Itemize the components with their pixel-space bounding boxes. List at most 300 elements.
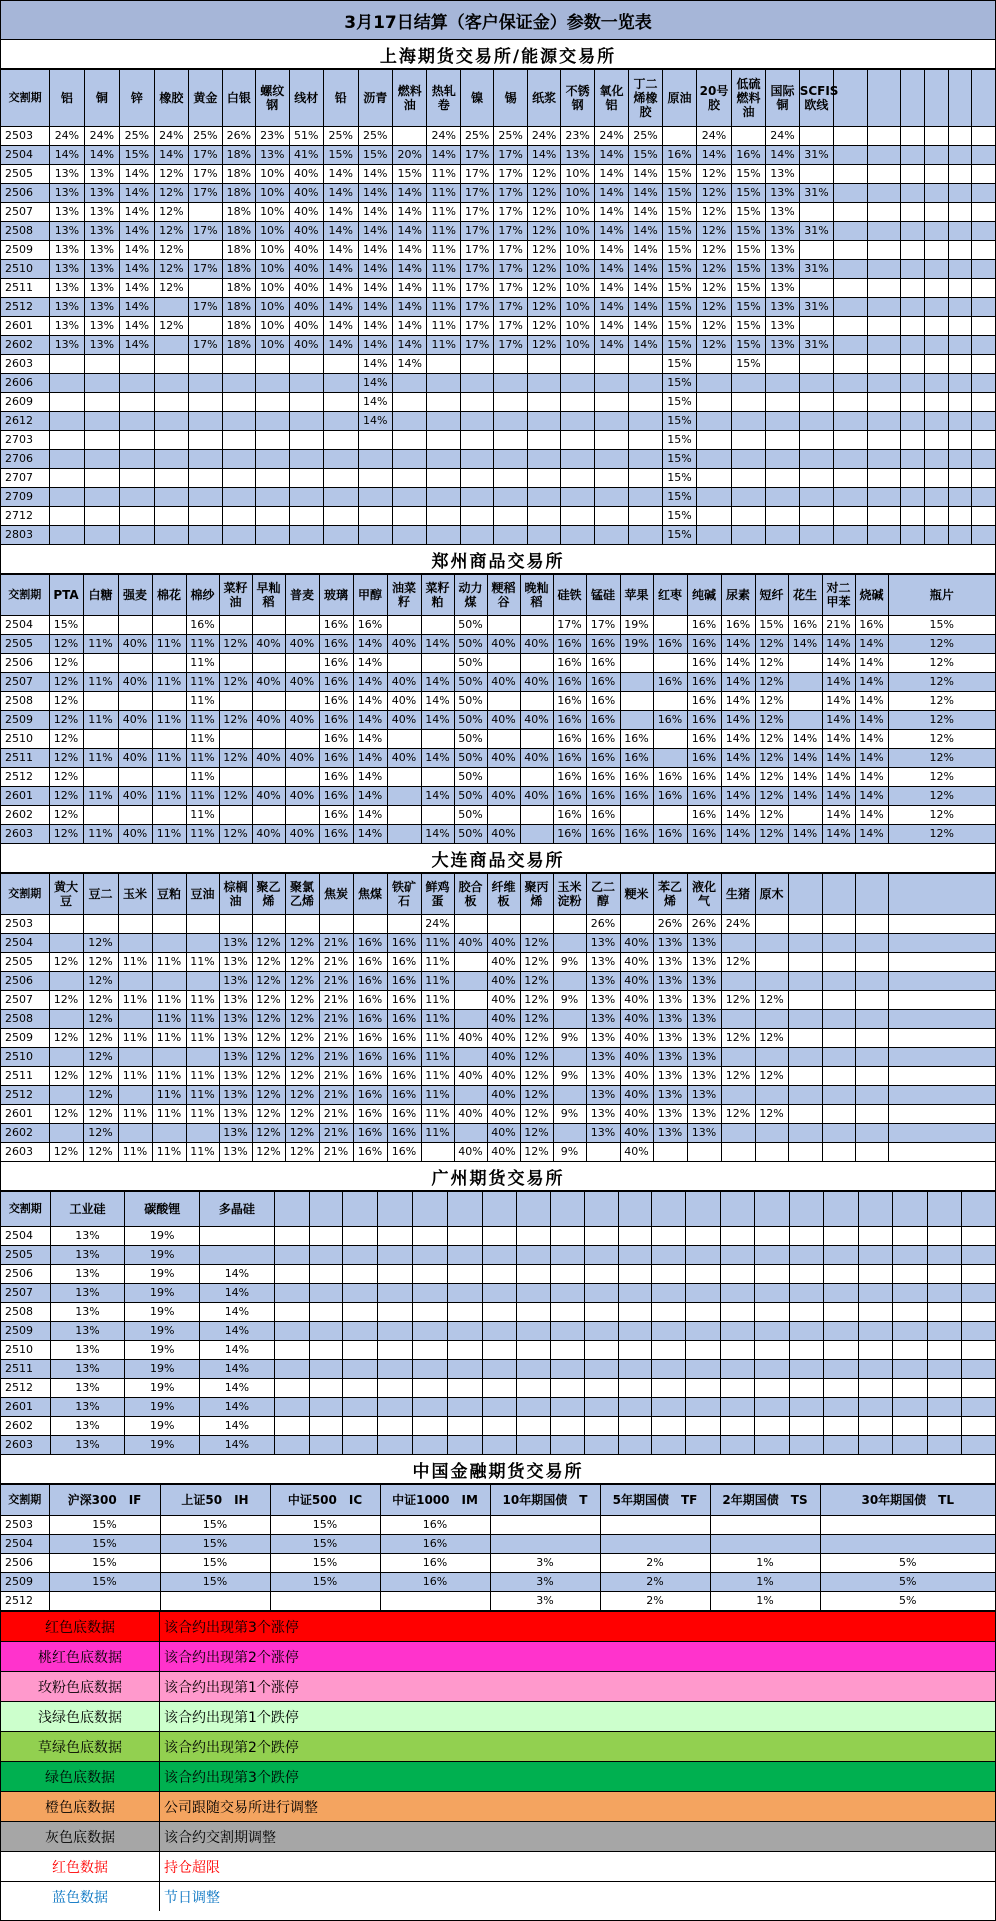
margin-rate-cell bbox=[788, 1124, 822, 1143]
margin-rate-cell bbox=[731, 412, 765, 431]
margin-rate-cell bbox=[766, 393, 799, 412]
margin-rate-cell bbox=[686, 1246, 721, 1265]
table-row bbox=[1, 1029, 995, 1048]
margin-rate-cell bbox=[50, 431, 84, 450]
margin-rate-cell bbox=[270, 1592, 380, 1611]
margin-rate-cell bbox=[652, 1322, 686, 1341]
margin-rate-cell bbox=[490, 1535, 600, 1554]
margin-rate-cell: 40% bbox=[487, 1067, 520, 1086]
delivery-month-cell: 2603 bbox=[1, 825, 49, 844]
margin-rate-cell bbox=[653, 692, 687, 711]
margin-rate-cell: 25% bbox=[460, 127, 493, 146]
margin-rate-cell bbox=[888, 1067, 995, 1086]
margin-rate-cell: 14% bbox=[358, 184, 392, 203]
margin-rate-cell bbox=[482, 1284, 517, 1303]
margin-rate-cell: 16% bbox=[586, 673, 620, 692]
margin-rate-cell: 12% bbox=[252, 1029, 285, 1048]
margin-rate-cell: 40% bbox=[289, 184, 323, 203]
margin-rate-cell: 16% bbox=[687, 692, 721, 711]
margin-rate-cell: 17% bbox=[460, 317, 493, 336]
margin-rate-cell: 13% bbox=[50, 1303, 125, 1322]
margin-rate-cell: 24% bbox=[427, 127, 460, 146]
column-header: 菜籽油 bbox=[219, 575, 252, 616]
delivery-month-cell: 2510 bbox=[1, 260, 50, 279]
delivery-month-cell: 2602 bbox=[1, 1417, 50, 1436]
margin-rate-cell bbox=[584, 1246, 618, 1265]
margin-rate-cell: 14% bbox=[120, 260, 154, 279]
margin-rate-cell bbox=[901, 165, 925, 184]
margin-rate-cell: 17% bbox=[460, 165, 493, 184]
margin-rate-cell: 51% bbox=[289, 127, 323, 146]
margin-rate-cell: 13% bbox=[219, 1067, 252, 1086]
margin-rate-cell bbox=[252, 616, 285, 635]
margin-rate-cell bbox=[309, 1322, 343, 1341]
margin-rate-cell: 16% bbox=[319, 806, 353, 825]
margin-rate-cell bbox=[222, 412, 255, 431]
margin-rate-cell bbox=[961, 1322, 995, 1341]
margin-rate-cell bbox=[517, 1227, 551, 1246]
margin-rate-cell: 40% bbox=[520, 711, 553, 730]
delivery-month-cell: 2602 bbox=[1, 1124, 49, 1143]
margin-rate-cell bbox=[387, 915, 421, 934]
margin-rate-cell: 14% bbox=[358, 298, 392, 317]
margin-rate-cell bbox=[551, 1341, 585, 1360]
margin-rate-cell: 19% bbox=[125, 1246, 200, 1265]
column-header bbox=[618, 1192, 652, 1227]
margin-rate-cell: 40% bbox=[285, 787, 319, 806]
margin-rate-cell: 12% bbox=[721, 991, 755, 1010]
margin-rate-cell: 19% bbox=[620, 635, 653, 654]
margin-rate-cell: 12% bbox=[888, 825, 995, 844]
margin-rate-cell bbox=[392, 450, 426, 469]
margin-rate-cell bbox=[285, 915, 319, 934]
margin-rate-cell bbox=[799, 393, 833, 412]
margin-rate-cell bbox=[454, 1086, 487, 1105]
margin-rate-cell bbox=[256, 412, 289, 431]
margin-rate-cell: 11% bbox=[152, 635, 186, 654]
margin-rate-cell bbox=[186, 1124, 219, 1143]
margin-rate-cell: 11% bbox=[186, 673, 219, 692]
margin-rate-cell bbox=[427, 507, 460, 526]
margin-rate-cell: 24% bbox=[84, 127, 120, 146]
margin-rate-cell bbox=[412, 1379, 447, 1398]
margin-rate-cell bbox=[527, 393, 560, 412]
margin-rate-cell bbox=[629, 469, 662, 488]
margin-rate-cell: 40% bbox=[620, 1124, 653, 1143]
margin-rate-cell: 14% bbox=[120, 222, 154, 241]
margin-rate-cell: 11% bbox=[186, 730, 219, 749]
margin-rate-cell bbox=[961, 1417, 995, 1436]
margin-rate-cell: 12% bbox=[219, 673, 252, 692]
margin-rate-cell: 10% bbox=[561, 317, 594, 336]
margin-rate-cell: 40% bbox=[387, 635, 421, 654]
margin-rate-cell: 23% bbox=[256, 127, 289, 146]
table-row bbox=[1, 450, 995, 469]
margin-rate-cell: 10% bbox=[561, 184, 594, 203]
margin-rate-cell: 11% bbox=[186, 991, 219, 1010]
margin-rate-cell: 2% bbox=[600, 1573, 710, 1592]
margin-rate-cell bbox=[888, 972, 995, 991]
margin-rate-cell bbox=[859, 1379, 893, 1398]
column-header: 纤维板 bbox=[487, 874, 520, 915]
column-header: 中证1000 IM bbox=[380, 1485, 490, 1516]
margin-rate-cell bbox=[788, 806, 822, 825]
margin-rate-cell: 40% bbox=[520, 787, 553, 806]
margin-rate-cell bbox=[754, 1341, 789, 1360]
margin-rate-cell: 14% bbox=[594, 279, 628, 298]
margin-rate-cell bbox=[972, 469, 995, 488]
delivery-month-cell: 2511 bbox=[1, 1067, 49, 1086]
margin-rate-cell: 12% bbox=[755, 1105, 788, 1124]
margin-rate-cell: 11% bbox=[152, 711, 186, 730]
margin-rate-cell bbox=[721, 1086, 755, 1105]
margin-rate-cell: 14% bbox=[788, 825, 822, 844]
margin-rate-cell bbox=[721, 934, 755, 953]
margin-rate-cell: 14% bbox=[421, 635, 454, 654]
margin-rate-cell: 12% bbox=[83, 1048, 118, 1067]
margin-rate-cell: 12% bbox=[755, 768, 788, 787]
margin-rate-cell bbox=[686, 1227, 721, 1246]
table-row bbox=[1, 1554, 995, 1573]
margin-rate-cell bbox=[859, 1246, 893, 1265]
margin-rate-cell: 50% bbox=[454, 711, 487, 730]
delivery-month-cell: 2505 bbox=[1, 953, 49, 972]
column-header: 油菜籽 bbox=[387, 575, 421, 616]
margin-rate-cell: 15% bbox=[358, 146, 392, 165]
margin-rate-cell: 14% bbox=[594, 241, 628, 260]
margin-rate-cell bbox=[925, 431, 948, 450]
column-header bbox=[517, 1192, 551, 1227]
margin-rate-cell bbox=[901, 507, 925, 526]
margin-rate-cell bbox=[799, 127, 833, 146]
margin-rate-cell bbox=[482, 1341, 517, 1360]
exchange-title: 广州期货交易所 bbox=[1, 1162, 995, 1191]
margin-rate-cell: 14% bbox=[120, 241, 154, 260]
margin-rate-cell bbox=[412, 1303, 447, 1322]
margin-rate-cell bbox=[343, 1379, 378, 1398]
margin-rate-cell: 14% bbox=[594, 222, 628, 241]
margin-rate-cell bbox=[387, 616, 421, 635]
margin-rate-cell bbox=[888, 1124, 995, 1143]
margin-rate-cell bbox=[387, 654, 421, 673]
margin-rate-cell: 14% bbox=[353, 711, 387, 730]
margin-rate-cell bbox=[454, 1010, 487, 1029]
margin-rate-cell bbox=[948, 431, 971, 450]
margin-rate-cell bbox=[222, 469, 255, 488]
margin-rate-cell: 17% bbox=[460, 298, 493, 317]
margin-rate-cell bbox=[427, 450, 460, 469]
margin-rate-cell bbox=[789, 1379, 824, 1398]
margin-rate-cell: 24% bbox=[697, 127, 731, 146]
margin-rate-cell bbox=[152, 934, 186, 953]
margin-rate-cell bbox=[447, 1360, 482, 1379]
column-header: 胶合板 bbox=[454, 874, 487, 915]
margin-rate-cell: 14% bbox=[421, 711, 454, 730]
margin-rate-cell bbox=[460, 507, 493, 526]
margin-rate-cell bbox=[766, 450, 799, 469]
margin-rate-cell bbox=[972, 526, 995, 545]
margin-rate-cell: 13% bbox=[687, 934, 721, 953]
margin-rate-cell bbox=[766, 469, 799, 488]
margin-rate-cell: 11% bbox=[421, 1124, 454, 1143]
margin-rate-cell bbox=[252, 692, 285, 711]
margin-rate-cell: 14% bbox=[629, 317, 662, 336]
margin-rate-cell: 11% bbox=[186, 1029, 219, 1048]
margin-rate-cell bbox=[274, 1417, 309, 1436]
margin-rate-cell: 16% bbox=[687, 825, 721, 844]
margin-rate-cell: 40% bbox=[620, 1105, 653, 1124]
margin-rate-cell: 14% bbox=[594, 317, 628, 336]
margin-rate-cell bbox=[731, 469, 765, 488]
margin-rate-cell bbox=[219, 730, 252, 749]
margin-rate-cell: 16% bbox=[586, 692, 620, 711]
margin-rate-cell bbox=[289, 393, 323, 412]
margin-rate-cell: 16% bbox=[653, 673, 687, 692]
column-header: 螺纹钢 bbox=[256, 70, 289, 127]
margin-rate-cell bbox=[731, 393, 765, 412]
column-header: 玉米淀粉 bbox=[553, 874, 586, 915]
margin-rate-cell bbox=[584, 1284, 618, 1303]
margin-rate-cell bbox=[754, 1246, 789, 1265]
margin-rate-cell: 15% bbox=[662, 450, 696, 469]
margin-rate-cell: 40% bbox=[289, 222, 323, 241]
margin-rate-cell bbox=[888, 1029, 995, 1048]
column-header bbox=[824, 1192, 859, 1227]
column-header: 豆二 bbox=[83, 874, 118, 915]
margin-rate-cell: 10% bbox=[561, 298, 594, 317]
margin-rate-cell: 13% bbox=[766, 203, 799, 222]
margin-rate-cell bbox=[49, 934, 83, 953]
margin-rate-cell: 16% bbox=[687, 711, 721, 730]
column-header: 锌 bbox=[120, 70, 154, 127]
margin-rate-cell: 16% bbox=[353, 1124, 387, 1143]
margin-rate-cell: 17% bbox=[494, 260, 527, 279]
margin-rate-cell: 14% bbox=[421, 787, 454, 806]
margin-rate-cell: 11% bbox=[186, 768, 219, 787]
margin-rate-cell bbox=[584, 1360, 618, 1379]
margin-rate-cell: 40% bbox=[285, 711, 319, 730]
margin-rate-cell bbox=[710, 1535, 820, 1554]
margin-rate-cell bbox=[855, 1086, 888, 1105]
margin-rate-cell bbox=[520, 768, 553, 787]
margin-rate-cell bbox=[561, 526, 594, 545]
margin-rate-cell: 14% bbox=[822, 749, 855, 768]
margin-rate-cell: 11% bbox=[186, 1010, 219, 1029]
column-header bbox=[834, 70, 867, 127]
margin-rate-cell: 40% bbox=[487, 749, 520, 768]
margin-rate-cell bbox=[789, 1227, 824, 1246]
margin-rate-cell: 13% bbox=[219, 1048, 252, 1067]
margin-rate-cell bbox=[285, 654, 319, 673]
margin-rate-cell bbox=[252, 654, 285, 673]
table-row bbox=[1, 1010, 995, 1029]
column-header: 不锈钢 bbox=[561, 70, 594, 127]
margin-table bbox=[1, 1191, 995, 1455]
margin-rate-cell bbox=[697, 393, 731, 412]
margin-rate-cell: 13% bbox=[586, 1029, 620, 1048]
margin-rate-cell: 13% bbox=[50, 241, 84, 260]
margin-rate-cell bbox=[487, 654, 520, 673]
margin-rate-cell bbox=[154, 450, 188, 469]
margin-rate-cell: 14% bbox=[721, 749, 755, 768]
margin-rate-cell bbox=[460, 488, 493, 507]
margin-rate-cell bbox=[392, 488, 426, 507]
margin-rate-cell: 17% bbox=[460, 241, 493, 260]
margin-rate-cell bbox=[834, 374, 867, 393]
margin-rate-cell: 12% bbox=[697, 184, 731, 203]
margin-rate-cell: 11% bbox=[427, 241, 460, 260]
margin-rate-cell bbox=[961, 1265, 995, 1284]
margin-rate-cell bbox=[888, 1143, 995, 1162]
margin-rate-cell: 14% bbox=[855, 768, 888, 787]
margin-rate-cell: 14% bbox=[353, 787, 387, 806]
margin-rate-cell: 14% bbox=[855, 806, 888, 825]
margin-rate-cell bbox=[948, 374, 971, 393]
margin-rate-cell: 16% bbox=[553, 825, 586, 844]
margin-rate-cell bbox=[652, 1417, 686, 1436]
margin-rate-cell: 13% bbox=[653, 1086, 687, 1105]
margin-rate-cell: 14% bbox=[421, 692, 454, 711]
margin-rate-cell: 12% bbox=[154, 184, 188, 203]
margin-rate-cell: 11% bbox=[421, 972, 454, 991]
margin-rate-cell bbox=[49, 915, 83, 934]
margin-rate-cell: 12% bbox=[83, 953, 118, 972]
margin-rate-cell: 18% bbox=[222, 336, 255, 355]
margin-rate-cell: 11% bbox=[186, 654, 219, 673]
exchange-sections bbox=[1, 40, 995, 1611]
margin-rate-cell: 13% bbox=[219, 972, 252, 991]
margin-rate-cell: 10% bbox=[561, 222, 594, 241]
column-header bbox=[652, 1192, 686, 1227]
margin-rate-cell: 40% bbox=[252, 749, 285, 768]
margin-rate-cell: 15% bbox=[662, 488, 696, 507]
margin-rate-cell bbox=[789, 1436, 824, 1455]
margin-rate-cell: 14% bbox=[697, 146, 731, 165]
margin-rate-cell: 13% bbox=[50, 1227, 125, 1246]
margin-rate-cell: 12% bbox=[520, 1048, 553, 1067]
margin-rate-cell: 12% bbox=[527, 336, 560, 355]
margin-rate-cell bbox=[686, 1379, 721, 1398]
margin-rate-cell: 14% bbox=[358, 374, 392, 393]
margin-rate-cell bbox=[285, 616, 319, 635]
margin-rate-cell bbox=[961, 1341, 995, 1360]
margin-rate-cell bbox=[160, 1592, 270, 1611]
column-header bbox=[961, 1192, 995, 1227]
margin-rate-cell: 11% bbox=[427, 260, 460, 279]
table-row bbox=[1, 146, 995, 165]
margin-rate-cell bbox=[84, 431, 120, 450]
margin-rate-cell bbox=[324, 412, 358, 431]
column-header bbox=[551, 1192, 585, 1227]
margin-rate-cell bbox=[788, 711, 822, 730]
margin-rate-cell: 24% bbox=[527, 127, 560, 146]
margin-rate-cell: 13% bbox=[586, 1048, 620, 1067]
margin-rate-cell: 13% bbox=[687, 991, 721, 1010]
margin-rate-cell bbox=[412, 1246, 447, 1265]
margin-rate-cell: 11% bbox=[421, 991, 454, 1010]
margin-rate-cell: 13% bbox=[586, 1086, 620, 1105]
margin-rate-cell: 21% bbox=[319, 1124, 353, 1143]
margin-rate-cell bbox=[551, 1265, 585, 1284]
margin-rate-cell bbox=[186, 915, 219, 934]
margin-rate-cell bbox=[118, 915, 152, 934]
margin-rate-cell: 16% bbox=[620, 825, 653, 844]
margin-rate-cell bbox=[789, 1398, 824, 1417]
delivery-month-cell: 2509 bbox=[1, 711, 49, 730]
column-header: 10年期国债 T bbox=[490, 1485, 600, 1516]
margin-rate-cell bbox=[834, 184, 867, 203]
margin-rate-cell bbox=[867, 298, 900, 317]
table-header-row bbox=[1, 1192, 995, 1227]
margin-rate-cell: 13% bbox=[50, 184, 84, 203]
margin-rate-cell: 14% bbox=[822, 654, 855, 673]
delivery-month-cell: 2506 bbox=[1, 654, 49, 673]
table-row bbox=[1, 1436, 995, 1455]
margin-rate-cell: 14% bbox=[721, 711, 755, 730]
margin-rate-cell: 11% bbox=[152, 953, 186, 972]
margin-rate-cell bbox=[378, 1341, 413, 1360]
margin-rate-cell: 40% bbox=[289, 279, 323, 298]
column-header: 碳酸锂 bbox=[125, 1192, 200, 1227]
margin-rate-cell bbox=[888, 953, 995, 972]
column-header: 鲜鸡蛋 bbox=[421, 874, 454, 915]
margin-rate-cell: 13% bbox=[84, 203, 120, 222]
margin-rate-cell: 14% bbox=[788, 730, 822, 749]
margin-rate-cell bbox=[520, 692, 553, 711]
margin-rate-cell: 14% bbox=[324, 222, 358, 241]
margin-rate-cell bbox=[620, 806, 653, 825]
margin-rate-cell bbox=[755, 1124, 788, 1143]
margin-rate-cell bbox=[925, 526, 948, 545]
margin-rate-cell: 16% bbox=[353, 972, 387, 991]
margin-rate-cell: 17% bbox=[494, 184, 527, 203]
margin-rate-cell bbox=[618, 1398, 652, 1417]
margin-rate-cell: 14% bbox=[822, 806, 855, 825]
margin-rate-cell bbox=[460, 431, 493, 450]
margin-rate-cell: 14% bbox=[629, 336, 662, 355]
margin-rate-cell: 12% bbox=[285, 1010, 319, 1029]
margin-rate-cell bbox=[392, 127, 426, 146]
margin-rate-cell: 11% bbox=[186, 806, 219, 825]
legend-label: 红色数据 bbox=[1, 1852, 160, 1881]
margin-rate-cell bbox=[487, 915, 520, 934]
margin-rate-cell bbox=[309, 1227, 343, 1246]
column-header: 苯乙烯 bbox=[653, 874, 687, 915]
margin-rate-cell: 13% bbox=[653, 1067, 687, 1086]
margin-rate-cell bbox=[893, 1303, 928, 1322]
margin-rate-cell: 14% bbox=[358, 260, 392, 279]
margin-rate-cell: 12% bbox=[697, 279, 731, 298]
margin-rate-cell: 50% bbox=[454, 635, 487, 654]
margin-rate-cell bbox=[867, 469, 900, 488]
margin-rate-cell: 10% bbox=[256, 222, 289, 241]
margin-rate-cell: 11% bbox=[186, 635, 219, 654]
margin-rate-cell bbox=[888, 1105, 995, 1124]
margin-rate-cell bbox=[766, 526, 799, 545]
margin-rate-cell bbox=[824, 1379, 859, 1398]
margin-rate-cell bbox=[662, 127, 696, 146]
margin-rate-cell: 16% bbox=[553, 730, 586, 749]
margin-rate-cell bbox=[561, 507, 594, 526]
margin-rate-cell bbox=[551, 1303, 585, 1322]
margin-rate-cell bbox=[789, 1246, 824, 1265]
margin-rate-cell: 11% bbox=[421, 1067, 454, 1086]
margin-rate-cell: 14% bbox=[200, 1417, 275, 1436]
margin-rate-cell: 14% bbox=[358, 336, 392, 355]
margin-rate-cell: 11% bbox=[427, 336, 460, 355]
margin-rate-cell: 12% bbox=[527, 298, 560, 317]
margin-rate-cell bbox=[309, 1398, 343, 1417]
